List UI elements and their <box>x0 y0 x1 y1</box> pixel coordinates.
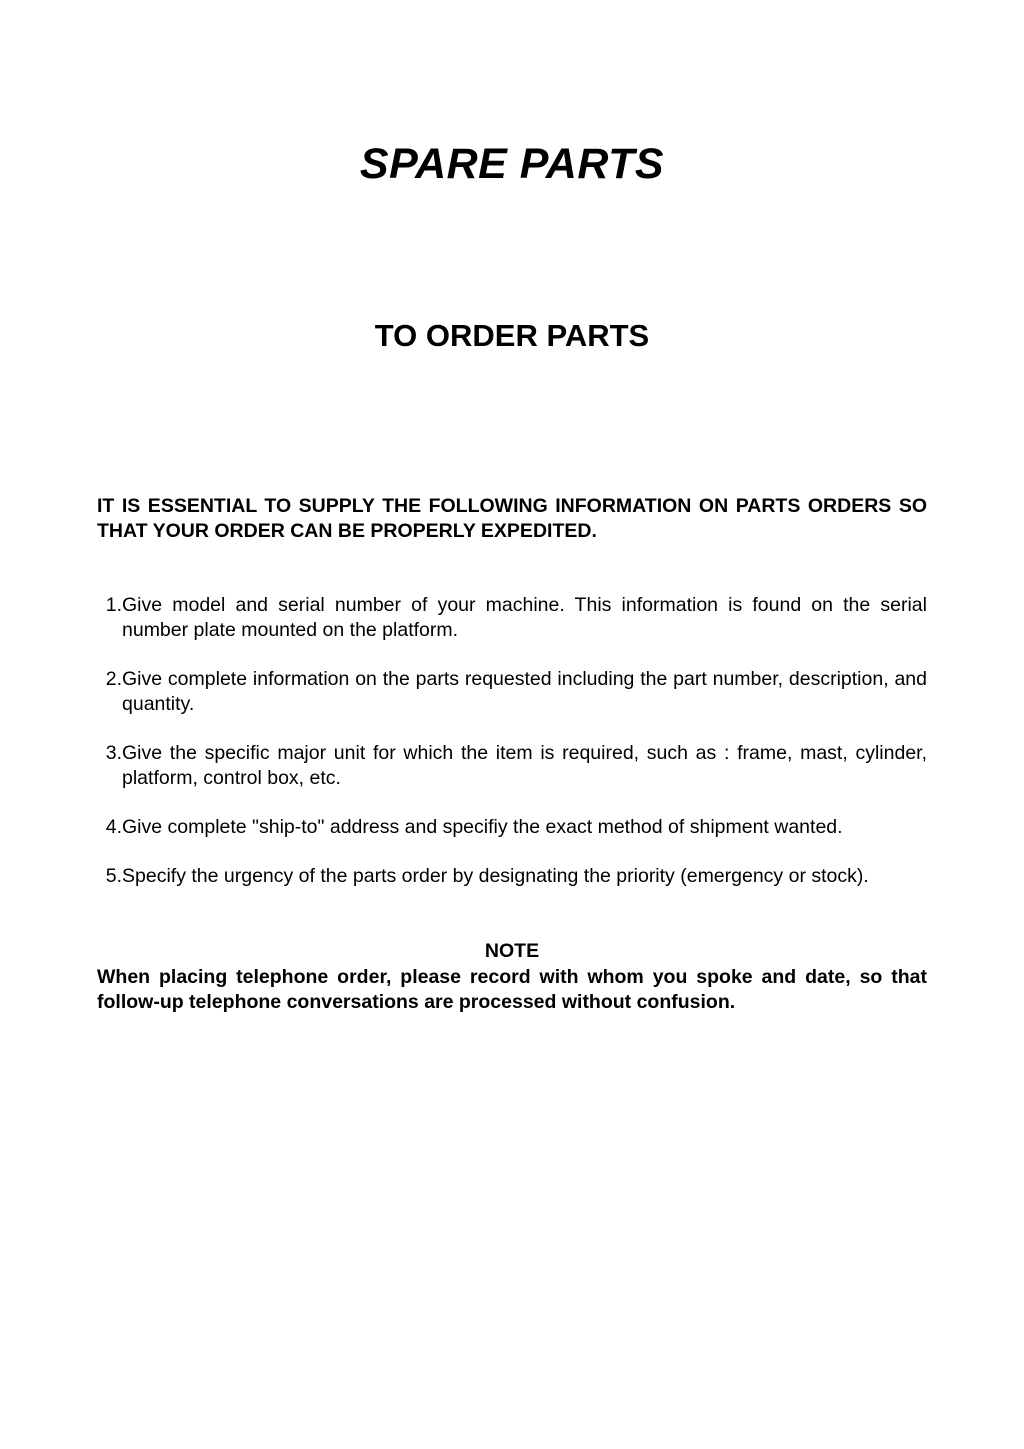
list-item-number: 5. <box>105 865 122 887</box>
list-item-text: Specify the urgency of the parts order by designating the priority (emergency or stock). <box>122 865 869 887</box>
list-item <box>97 864 927 889</box>
list-item-number: 4. <box>105 816 122 838</box>
page-title: SPARE PARTS <box>359 140 665 188</box>
list-item <box>97 667 927 717</box>
list-item-number: 1. <box>105 594 122 616</box>
list-item-text: Give the specific major unit for which the item is required, such as : frame, mast, cylinder, platform, control box, etc. <box>122 742 927 789</box>
list-item-text: Give complete "ship-to" address and specifiy the exact method of shipment wanted. <box>122 816 843 838</box>
list-item-text: Give complete information on the parts requested including the part number, description, and quantity. <box>122 668 927 715</box>
list-item-text: Give model and serial number of your machine. This information is found on the serial number plate mounted on the platform. <box>122 594 927 641</box>
intro-paragraph: IT IS ESSENTIAL TO SUPPLY THE FOLLOWING INFORMATION ON PARTS ORDERS SO THAT YOUR ORDER CAN BE PROPERLY EXPEDITED. <box>97 495 927 542</box>
list-item-number: 2. <box>105 668 122 690</box>
note-text: When placing telephone order, please record with whom you spoke and date, so that follow-up telephone conversations are processed without confusion. <box>97 966 927 1013</box>
list-item <box>97 593 927 643</box>
list-item <box>97 815 927 840</box>
section-heading: TO ORDER PARTS <box>374 318 650 353</box>
list-item <box>97 741 927 791</box>
instruction-list <box>97 593 927 913</box>
list-item-number: 3. <box>105 742 122 764</box>
note-heading: NOTE <box>484 940 540 962</box>
